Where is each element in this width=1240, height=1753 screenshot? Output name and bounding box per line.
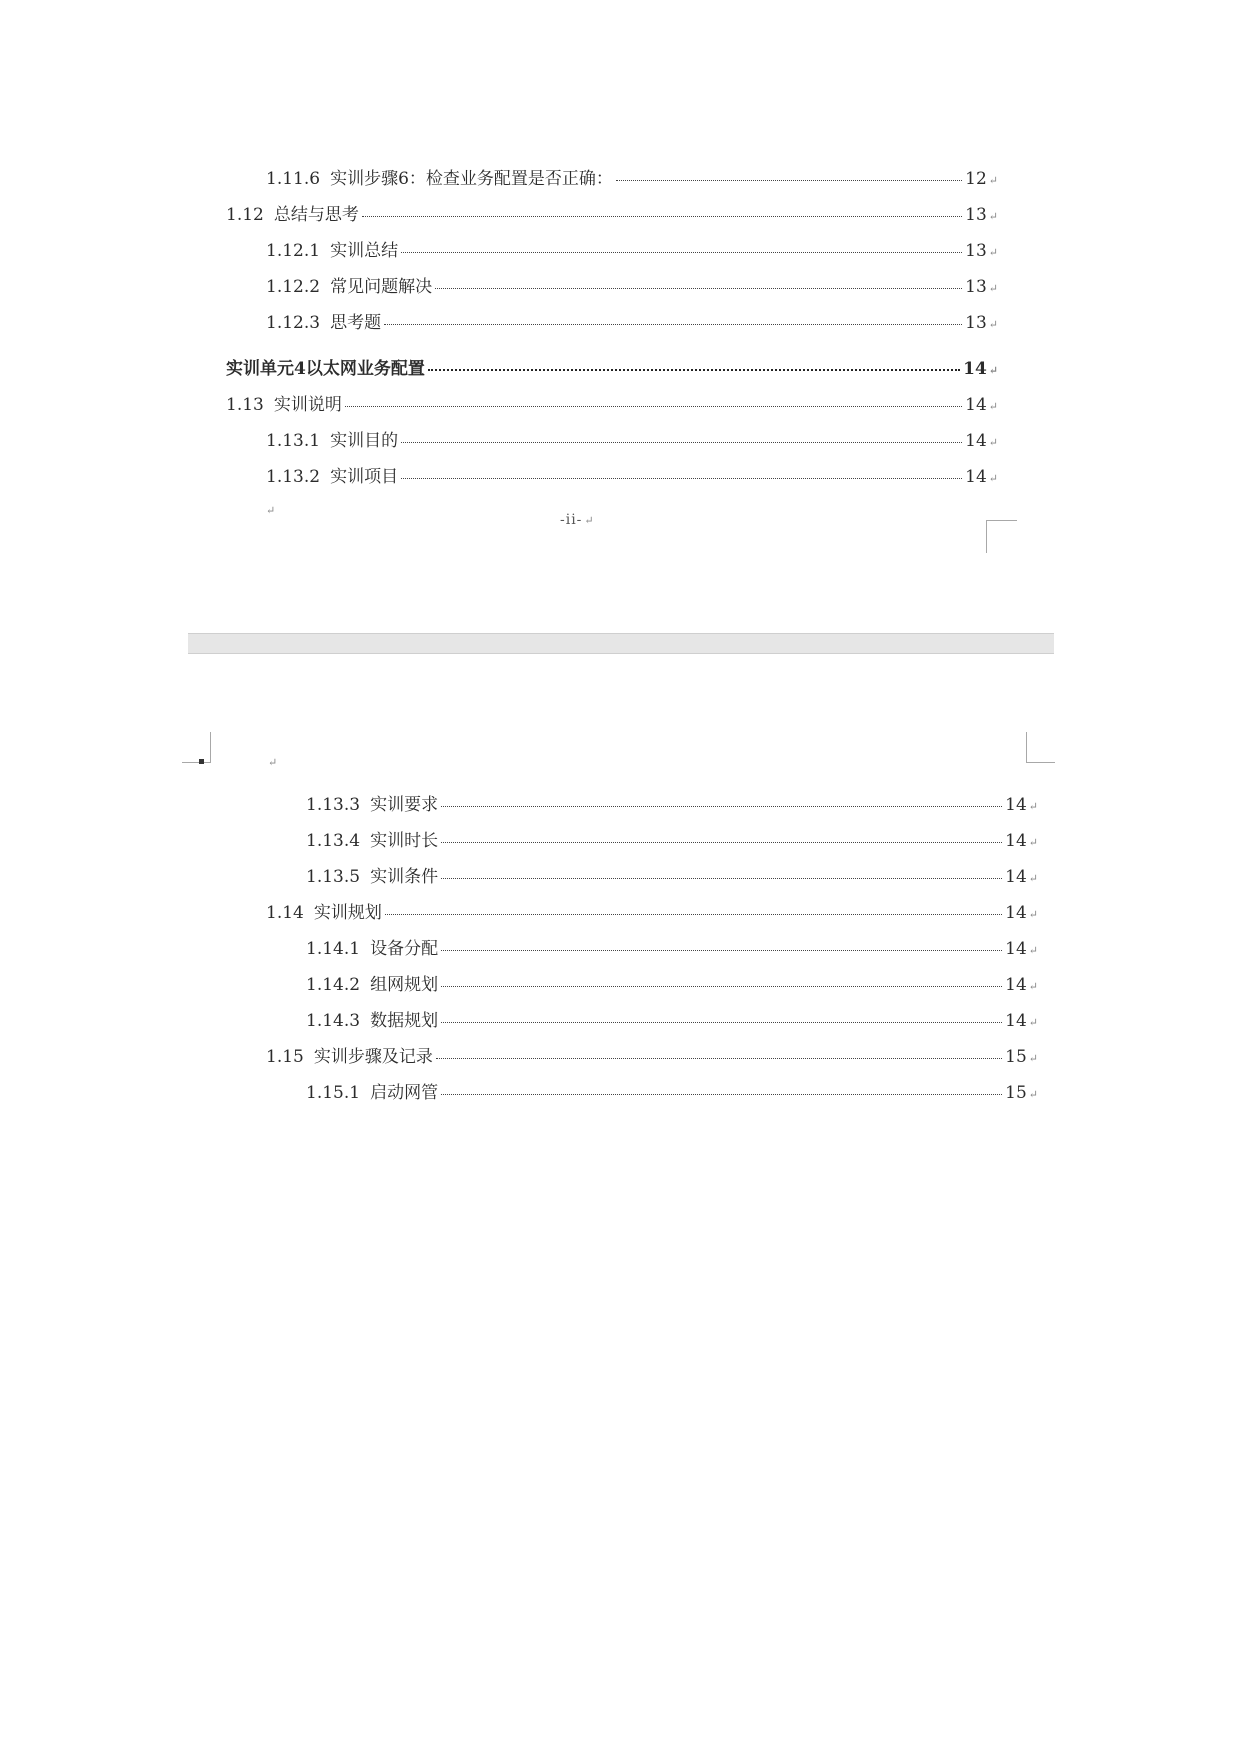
toc-entry-title: 实训要求 [370,795,439,815]
toc-dot-leader [441,1094,1002,1095]
toc-entry-title: 实训项目 [330,467,399,487]
toc-entry-title: 实训说明 [273,395,342,415]
toc-entry-number: 1.13 [226,395,264,415]
toc-entry[interactable] [226,426,998,462]
toc-entry[interactable] [266,1006,1038,1042]
toc-entry[interactable] [226,272,998,308]
paragraph-mark: ↵ [988,246,998,259]
paragraph-mark: ↵ [1028,980,1038,993]
toc-page-two [266,790,1038,1114]
paragraph-mark: ↵ [988,400,998,413]
toc-entry-page: 14 [1005,1011,1027,1031]
toc-entry-title: 启动网管 [370,1083,439,1103]
page-corner-mark [986,520,1017,553]
toc-entry-number: 1.12 [226,205,264,225]
toc-entry[interactable] [226,308,998,344]
toc-page-one [226,164,998,498]
toc-entry-title: 设备分配 [370,939,439,959]
toc-entry-title: 实训条件 [370,867,439,887]
toc-dot-leader [435,288,962,289]
toc-entry-page: 15 [1005,1083,1027,1103]
paragraph-mark: ↵ [1028,836,1038,849]
paragraph-mark: ↵ [1028,872,1038,885]
toc-entry-page: 14 [1005,939,1027,959]
toc-entry-number: 1.14.2 [306,975,361,995]
toc-entry-page: 13 [965,313,987,333]
page-corner-mark [182,732,211,763]
toc-entry-number: 1.13.4 [306,831,361,851]
toc-entry-page: 14 [1005,795,1027,815]
toc-dot-leader [401,478,962,479]
toc-entry-page: 14 [1005,831,1027,851]
toc-entry[interactable] [226,390,998,426]
toc-dot-leader [616,180,962,181]
toc-entry-number: 1.14 [266,903,304,923]
paragraph-mark: ↵ [584,514,595,527]
toc-entry[interactable] [226,354,998,390]
toc-dot-leader [384,324,962,325]
toc-entry-title: 实训时长 [370,831,439,851]
text-cursor-anchor [199,759,204,764]
toc-entry-page: 14 [1005,975,1027,995]
toc-entry-number: 1.13.2 [266,467,321,487]
toc-entry-page: 14 [965,431,987,451]
toc-entry-number: 1.14.1 [306,939,361,959]
toc-entry-page: 12 [965,169,987,189]
toc-entry-number: 1.14.3 [306,1011,361,1031]
toc-entry-page: 13 [965,241,987,261]
toc-entry-title: 实训规划 [313,903,382,923]
page-number-text: -ii- [560,512,583,528]
toc-entry-number: 1.13.3 [306,795,361,815]
toc-entry-page: 14 [1005,867,1027,887]
toc-entry-title: 实训总结 [330,241,399,261]
toc-entry-page: 13 [965,205,987,225]
paragraph-mark: ↵ [988,174,998,187]
empty-paragraph-mark: ↵ [268,756,278,769]
toc-entry-title: 实训目的 [330,431,399,451]
toc-entry[interactable] [266,826,1038,862]
toc-entry[interactable] [266,934,1038,970]
paragraph-mark: ↵ [1028,1088,1038,1101]
toc-dot-leader [345,406,962,407]
toc-dot-leader [401,252,962,253]
toc-dot-leader [441,986,1002,987]
toc-entry-page: 14 [965,395,987,415]
toc-entry-title: 实训步骤及记录 [313,1047,433,1067]
paragraph-mark: ↵ [1028,944,1038,957]
empty-paragraph-mark: ↵ [266,504,276,517]
toc-entry-title: 总结与思考 [273,205,359,225]
toc-entry[interactable] [266,1078,1038,1114]
toc-entry[interactable] [226,462,998,498]
paragraph-mark: ↵ [988,210,998,223]
toc-entry[interactable] [226,164,998,200]
page-separator [188,633,1054,654]
toc-dot-leader [441,842,1002,843]
toc-entry-number: 1.15 [266,1047,304,1067]
toc-entry-title: 思考题 [330,313,382,333]
toc-dot-leader [441,878,1002,879]
toc-entry-title: 实训步骤6：检查业务配置是否正确： [330,169,613,189]
toc-entry-number: 1.13.1 [266,431,321,451]
toc-entry-page: 14 [1005,903,1027,923]
toc-entry[interactable] [266,862,1038,898]
toc-entry-title: 组网规划 [370,975,439,995]
page-number [560,512,595,528]
toc-dot-leader [385,914,1002,915]
toc-entry-number: 1.13.5 [306,867,361,887]
toc-dot-leader [362,216,962,217]
paragraph-mark: ↵ [988,436,998,449]
toc-dot-leader [441,950,1002,951]
page-corner-mark [1026,732,1055,763]
toc-entry-title: 常见问题解决 [330,277,433,297]
toc-entry[interactable] [266,970,1038,1006]
toc-entry[interactable] [266,898,1038,934]
paragraph-mark: ↵ [988,318,998,331]
toc-entry-number: 1.12.2 [266,277,321,297]
toc-entry-page: 13 [965,277,987,297]
toc-dot-leader [441,806,1002,807]
toc-entry-title: 数据规划 [370,1011,439,1031]
toc-entry-number: 1.15.1 [306,1083,361,1103]
paragraph-mark: ↵ [1028,800,1038,813]
toc-entry-number: 1.12.3 [266,313,321,333]
toc-entry-title: 实训单元4以太网业务配置 [226,359,425,379]
toc-entry-page: 14 [965,467,987,487]
toc-entry-number: 1.12.1 [266,241,321,261]
toc-entry-number: 1.11.6 [266,169,321,189]
toc-entry-page: 15 [1005,1047,1027,1067]
paragraph-mark: ↵ [988,472,998,485]
toc-entry[interactable] [226,200,998,236]
toc-dot-leader [401,442,962,443]
paragraph-mark: ↵ [1028,1052,1038,1065]
paragraph-mark: ↵ [988,364,998,377]
paragraph-mark: ↵ [988,282,998,295]
paragraph-mark: ↵ [1028,1016,1038,1029]
toc-dot-leader [428,369,960,371]
toc-dot-leader [436,1058,1002,1059]
toc-dot-leader [441,1022,1002,1023]
toc-entry-page: 14 [963,359,987,379]
toc-entry[interactable] [266,790,1038,826]
toc-entry[interactable] [226,236,998,272]
paragraph-mark: ↵ [1028,908,1038,921]
toc-entry[interactable] [266,1042,1038,1078]
